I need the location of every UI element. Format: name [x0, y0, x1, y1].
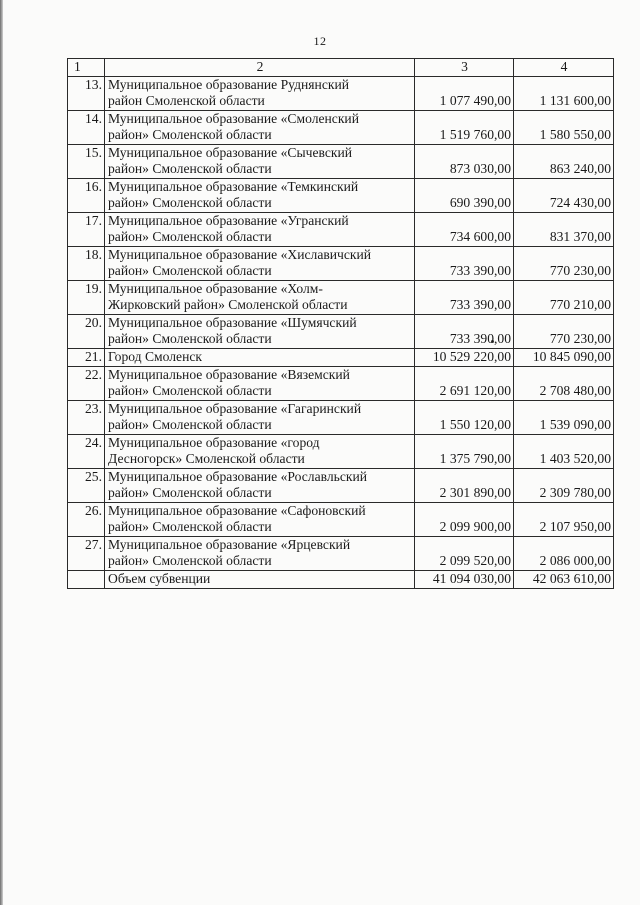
value-col-3: 733 390,00: [415, 246, 514, 280]
total-col-3: 41 094 030,00: [415, 570, 514, 588]
value-col-4: 10 845 090,00: [514, 348, 614, 366]
header-col-2: 2: [105, 59, 415, 77]
table-row: [68, 110, 614, 144]
municipality-name-line: Муниципальное образование «Хиславичский: [108, 246, 372, 262]
table-row: [68, 536, 614, 570]
municipality-name-line: район» Смоленской области: [108, 553, 272, 568]
row-number: 26.: [68, 502, 105, 536]
municipality-name: [105, 280, 415, 314]
scan-left-edge: [0, 0, 3, 905]
page-number: 12: [313, 34, 327, 48]
municipality-name: [105, 468, 415, 502]
total-row: [68, 570, 614, 588]
table-row: [68, 366, 614, 400]
value-col-4: 770 230,00: [514, 246, 614, 280]
value-col-3: 733 390,00: [415, 280, 514, 314]
municipality-name: [105, 144, 415, 178]
value-col-4: 863 240,00: [514, 144, 614, 178]
municipality-name-line: Муниципальное образование «Сафоновский: [108, 502, 366, 518]
municipality-name-line: Муниципальное образование «Сычевский: [108, 144, 353, 160]
municipality-name-line: Муниципальное образование «Смоленский: [108, 110, 359, 126]
table-row: [68, 246, 614, 280]
municipality-name: [105, 76, 415, 110]
value-col-3: 2 301 890,00: [415, 468, 514, 502]
municipality-name-line: Десногорск» Смоленской области: [108, 451, 305, 466]
municipality-name-line: район» Смоленской области: [108, 383, 272, 398]
table-row: [68, 502, 614, 536]
row-number: 18.: [68, 246, 105, 280]
municipality-name-line: район» Смоленской области: [108, 485, 272, 500]
municipality-name: [105, 366, 415, 400]
value-col-3: 873 030,00: [415, 144, 514, 178]
municipality-name-line: Муниципальное образование «город: [108, 434, 320, 450]
row-number: 22.: [68, 366, 105, 400]
subvention-table: [67, 58, 614, 589]
table-row: [68, 348, 614, 366]
row-number: 19.: [68, 280, 105, 314]
municipality-name: [105, 110, 415, 144]
value-col-4: 770 230,00: [514, 314, 614, 348]
municipality-name-line: район» Смоленской области: [108, 229, 272, 244]
table-row: [68, 434, 614, 468]
municipality-name: [105, 502, 415, 536]
header-col-1: 1: [68, 59, 105, 77]
value-col-4: 1 539 090,00: [514, 400, 614, 434]
municipality-name-line: район» Смоленской области: [108, 195, 272, 210]
value-col-4: 2 708 480,00: [514, 366, 614, 400]
row-number: 16.: [68, 178, 105, 212]
municipality-name-line: Муниципальное образование «Шумячский: [108, 314, 357, 330]
total-empty-cell: [68, 570, 105, 588]
municipality-name-line: Муниципальное образование «Рославльский: [108, 468, 368, 484]
municipality-name: [105, 536, 415, 570]
value-col-4: 1 580 550,00: [514, 110, 614, 144]
row-number: 25.: [68, 468, 105, 502]
table-row: [68, 400, 614, 434]
municipality-name-line: Муниципальное образование «Угранский: [108, 212, 349, 228]
total-label: Объем субвенции: [105, 570, 415, 588]
municipality-name: [105, 434, 415, 468]
header-row: [68, 59, 614, 77]
municipality-name-line: Город Смоленск: [108, 348, 202, 364]
value-col-3: 1 077 490,00: [415, 76, 514, 110]
municipality-name: [105, 178, 415, 212]
municipality-name-line: Муниципальное образование «Темкинский: [108, 178, 359, 194]
total-col-4: 42 063 610,00: [514, 570, 614, 588]
municipality-name-line: район» Смоленской области: [108, 263, 272, 278]
value-col-3: 733 390,00: [415, 314, 514, 348]
municipality-name: [105, 348, 415, 366]
municipality-name-line: район» Смоленской области: [108, 127, 272, 142]
municipality-name: [105, 212, 415, 246]
row-number: 24.: [68, 434, 105, 468]
value-col-4: 2 107 950,00: [514, 502, 614, 536]
value-col-4: 1 403 520,00: [514, 434, 614, 468]
municipality-name: [105, 400, 415, 434]
value-col-4: 2 086 000,00: [514, 536, 614, 570]
value-col-4: 1 131 600,00: [514, 76, 614, 110]
value-col-3: 1 375 790,00: [415, 434, 514, 468]
header-col-4: 4: [514, 59, 614, 77]
value-col-4: 724 430,00: [514, 178, 614, 212]
header-col-3: 3: [415, 59, 514, 77]
value-col-3: 734 600,00: [415, 212, 514, 246]
row-number: 23.: [68, 400, 105, 434]
municipality-name-line: район» Смоленской области: [108, 331, 272, 346]
municipality-name-line: Жирковский район» Смоленской области: [108, 297, 348, 312]
municipality-name-line: район» Смоленской области: [108, 519, 272, 534]
municipality-name-line: Муниципальное образование «Ярцевский: [108, 536, 351, 552]
municipality-name: [105, 314, 415, 348]
row-number: 17.: [68, 212, 105, 246]
row-number: 27.: [68, 536, 105, 570]
value-col-3: 1 550 120,00: [415, 400, 514, 434]
row-number: 14.: [68, 110, 105, 144]
value-col-3: 1 519 760,00: [415, 110, 514, 144]
municipality-name-line: Муниципальное образование «Гагаринский: [108, 400, 362, 416]
table-row: [68, 468, 614, 502]
municipality-name-line: район Смоленской области: [108, 93, 265, 108]
table-row: [68, 76, 614, 110]
value-col-4: 2 309 780,00: [514, 468, 614, 502]
value-col-3: 690 390,00: [415, 178, 514, 212]
municipality-name-line: район» Смоленской области: [108, 161, 272, 176]
row-number: 20.: [68, 314, 105, 348]
municipality-name: [105, 246, 415, 280]
value-col-3: 2 099 520,00: [415, 536, 514, 570]
municipality-name-line: Муниципальное образование «Вяземский: [108, 366, 350, 382]
row-number: 15.: [68, 144, 105, 178]
value-col-4: 831 370,00: [514, 212, 614, 246]
table-row: [68, 144, 614, 178]
municipality-name-line: Муниципальное образование «Холм-: [108, 280, 323, 296]
value-col-3: 2 099 900,00: [415, 502, 514, 536]
table-row: [68, 178, 614, 212]
table-row: [68, 212, 614, 246]
table-row: [68, 314, 614, 348]
row-number: 13.: [68, 76, 105, 110]
value-col-4: 770 210,00: [514, 280, 614, 314]
municipality-name-line: Муниципальное образование Руднянский: [108, 76, 350, 92]
row-number: 21.: [68, 348, 105, 366]
municipality-name-line: район» Смоленской области: [108, 417, 272, 432]
value-col-3: 10 529 220,00: [415, 348, 514, 366]
value-col-3: 2 691 120,00: [415, 366, 514, 400]
table-row: [68, 280, 614, 314]
